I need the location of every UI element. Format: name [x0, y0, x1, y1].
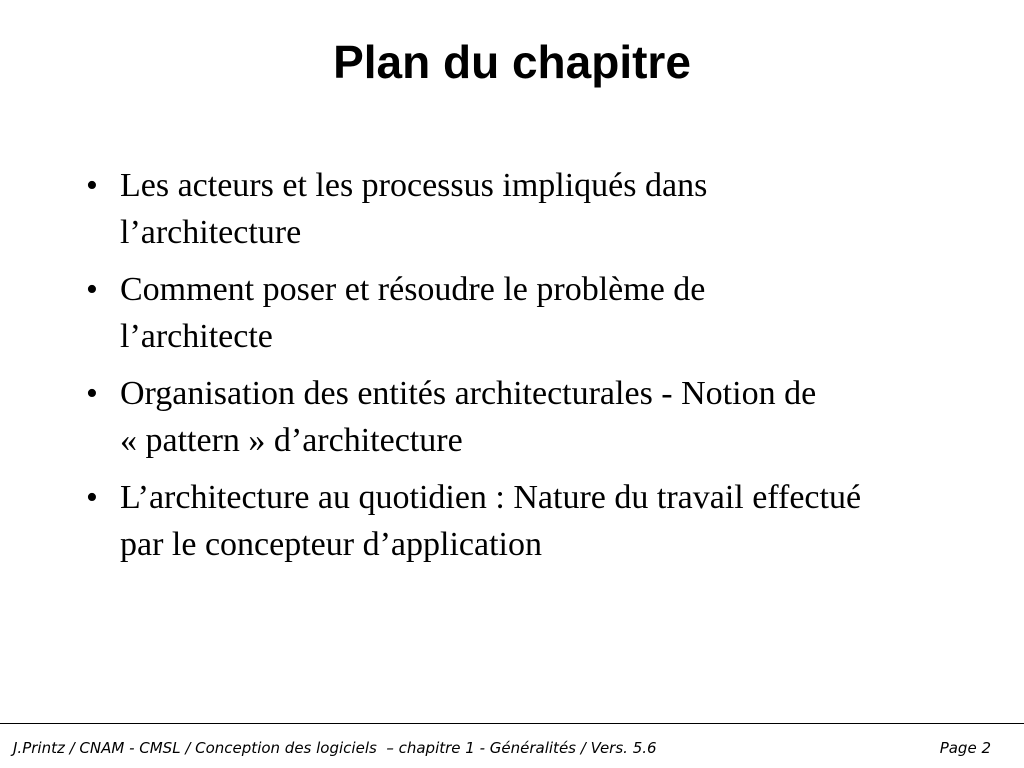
bullet-item — [86, 370, 1006, 464]
bullet-text-line-2: « pattern » d’architecture — [120, 422, 463, 459]
page-number: Page 2 — [939, 739, 991, 757]
footer-divider — [0, 723, 1024, 724]
bullet-text-line-1: L’architecture au quotidien : Nature du travail effectué — [120, 479, 862, 516]
bullet-item — [86, 474, 1006, 568]
bullet-text-line-2: l’architecture — [120, 214, 302, 251]
bullet-marker: • — [86, 375, 98, 412]
bullet-text-line-2: l’architecte — [120, 318, 273, 355]
bullet-text-line-2: par le concepteur d’application — [120, 526, 542, 563]
footer-credits: J.Printz / CNAM - CMSL / Conception des logiciels – chapitre 1 - Généralités / Vers. 5.6 — [13, 739, 657, 757]
bullet-marker: • — [86, 271, 98, 308]
bullet-text-line-1: Comment poser et résoudre le problème de — [120, 271, 706, 308]
bullet-marker: • — [86, 479, 98, 516]
bullet-text-line-1: Les acteurs et les processus impliqués dans — [120, 167, 708, 204]
bullet-item — [86, 162, 1006, 256]
bullet-text-line-1: Organisation des entités architecturales - Notion de — [120, 375, 817, 412]
bullet-marker: • — [86, 167, 98, 204]
bullet-item — [86, 266, 1006, 360]
slide-title: Plan du chapitre — [333, 36, 691, 88]
bullet-list — [86, 162, 1006, 578]
